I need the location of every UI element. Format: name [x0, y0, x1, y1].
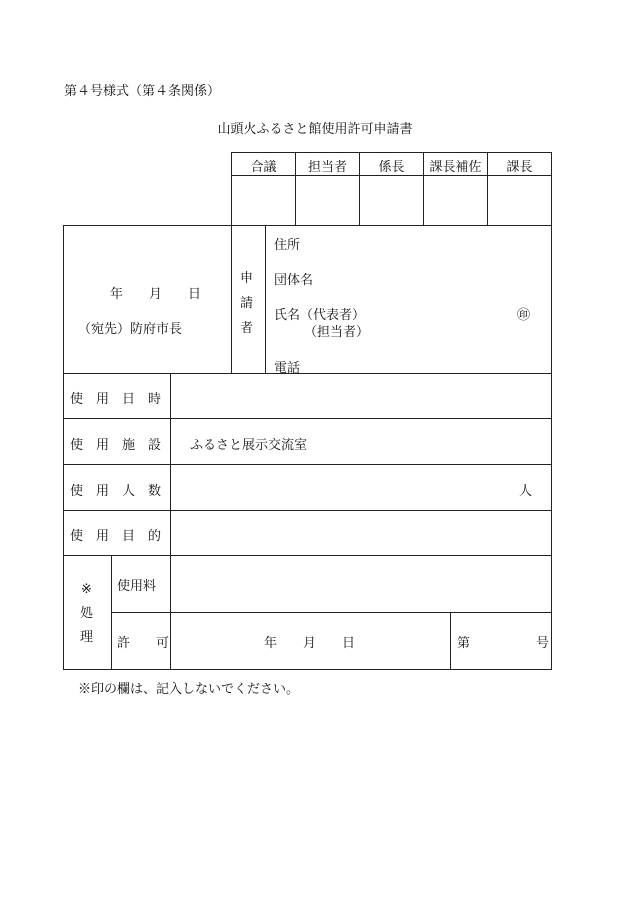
address-label: 住所: [274, 238, 301, 253]
permit-number-prefix: 第: [457, 636, 471, 651]
purpose-label: 使 用 目 的: [70, 529, 162, 544]
approval-header-chief: 係長: [378, 160, 405, 175]
organization-label: 団体名: [274, 273, 314, 288]
permit-label: 許 可: [117, 636, 170, 651]
contact-person-label: （担当者）: [304, 325, 370, 340]
form-id: 第４号様式（第４条関係）: [64, 84, 221, 99]
headcount-label: 使 用 人 数: [70, 484, 162, 499]
usage-datetime-label: 使 用 日 時: [70, 392, 162, 407]
approval-header-manager: 課長: [506, 160, 533, 175]
addressee: （宛先）防府市長: [78, 322, 183, 337]
permit-date: 年 月 日: [264, 636, 356, 651]
approval-header-deputy-manager: 課長補佐: [429, 160, 482, 175]
page-title: 山頭火ふるさと館使用許可申請書: [217, 122, 413, 137]
processing-label: ※ 処 理: [80, 582, 94, 645]
fee-label: 使用料: [117, 579, 157, 594]
applicant-label: 申 請 者: [240, 271, 254, 336]
facility-value: ふるさと展示交流室: [190, 438, 308, 453]
approval-header-consultation: 合議: [250, 160, 277, 175]
approval-header-staff: 担当者: [307, 160, 347, 175]
seal-mark: ㊞: [517, 308, 531, 323]
representative-label: 氏名（代表者）: [274, 308, 366, 323]
footnote: ※印の欄は、記入しないでください。: [78, 682, 300, 697]
phone-label: 電話: [274, 361, 301, 376]
facility-label: 使 用 施 設: [70, 438, 162, 453]
headcount-unit: 人: [519, 484, 533, 499]
permit-number-suffix: 号: [536, 636, 550, 651]
application-date: 年 月 日: [110, 287, 202, 302]
